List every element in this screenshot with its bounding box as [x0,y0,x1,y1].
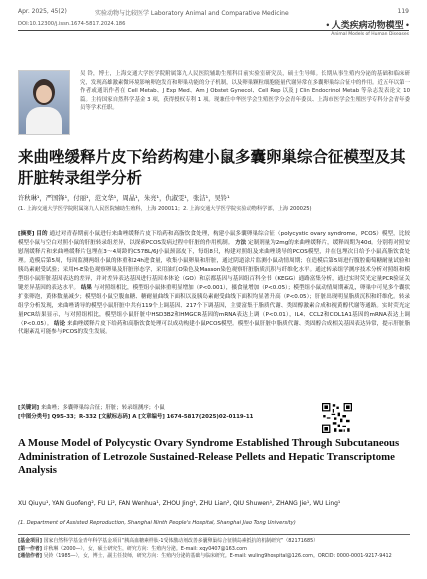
abstract-conclusion-label: 结论 [54,320,66,327]
abstract-label: [摘要] [18,231,35,237]
header-issue: Apr. 2025, 45(2) [18,8,67,15]
abstract-objective: 通过对青春期前小鼠进行来曲唑缓释片皮下给药和高脂饮食处理，构建小鼠多囊卵巢综合征（polycystic ovary syndrome，PCOS）模型，比较模型小鼠与空白对照小鼠的肝脏转录组差异，以探索PCOS发病过程中肝脏的作用机制。 [18,231,410,246]
qr-code[interactable] [322,403,352,433]
affiliation-cn: (1. 上海交通大学医学院附属第九人民医院辅助生殖科，上海 200011；2. 上海交通大学医学院实验动物科学部，上海 200025) [18,206,312,212]
footnote-first-author: [第一作者] 许秋琳（2000—），女，硕士研究生，研究方向：生殖内分泌。E-mail: xqy0407@163.com [18,545,247,552]
footnote-funding: [基金项目] 国家自然科学基金青年科学基金项目“胰高血糖素样肽-1受体激动剂改善多囊卵巢综合征胰岛素抵抗的机制研究”（82171685） [18,538,319,544]
abstract-results: 与对照组相比，模型组小鼠体重明显增加（P<0.001），摄食量增加（P<0.05）；模型组小鼠动情周期紊乱，卵巢中可见多个囊状扩张卵泡，黄体数量减少；模型组小鼠空腹血糖、糖耐量曲线下面积以及胰岛素耐受曲线下面积均显著升高（P<0.05）；肝脏出现明显脂质沉积和纤维化。转录组学分析发现，来曲唑诱导的模型小鼠肝脏中共有119个上调基因、217个下调基因，主要富集于脂质代谢、类固醇激素合成和视黄醇代谢等通路。实时荧光定量PCR结果显示，与对照组相比，模型组小鼠肝脏中HSD3B2和HMGCR基因的mRNA表达上调（P<0.01），IL4、CCL2和COL1A1基因的mRNA表达上调（P<0.05）。 [18,284,411,327]
abstract-results-label: 结果 [80,284,92,291]
article-title-cn: 来曲唑缓释片皮下给药构建小鼠多囊卵巢综合征模型及其肝脏转录组学分析 [18,149,406,187]
footnotes [18,534,410,561]
abstract-methods: 定制剂量为2mg的来曲唑缓释片，缓释周期为40d。分别将对照安慰剂缓释片和来曲唑缓释片包埋在3～4周龄的C57BL/6J小鼠颈部皮下，每组8只，构建对照组及来曲唑诱导的PCOS模型，并在包埋次日给予小鼠高脂饮食处理。造模后第5周，每周监测两组小鼠的体重和24h进食量，收集小鼠卵巢和肝脏，通过阴道涂片监测小鼠动情周期；在造模后第5周进行腹腔葡萄糖耐量试验和胰岛素耐受试验；采用H-E染色观察卵巢及肝脏形态学，采用油红O染色及Masson染色观察肝脏脂质沉积与纤维化水平。通过转录组学测序技术分析对照组和模型组小鼠肝脏基因表达的差异，并对差异表达基因进行基因本体论（GO）和京都基因与基因组百科全书（KEGG）通路富集分析，通过实时荧光定量PCR验证关键差异基因的表达水平。 [18,239,411,291]
keywords-label: [关键词] [18,405,40,411]
author-bio: 吴 铃，博士，上海交通大学医学院附属第九人民医院辅助生殖科目前实验室研究员，硕士生导师。长期从事生殖内分泌的基础和临床研究，发现高雄激素微环境影响卵泡发育和卵巢功能的分子机制，以及卵巢颗粒细胞能量代谢异常在多囊卵巢综合征中的作用。近五年以第一作者或通讯作者在 Cell Metab、J Exp Med、Am J Obstet Gynecol、Cell Rep 以及 J Clin Endocrinol Metab 等杂志发表论文 10 篇。主持国家自然科学基金 3 项，获得授权专利 1 项。现兼任中华医学会生殖医学分会青年委员、上海市医学会生殖医学专科分会青年委员等学术任职。 [80,71,410,112]
classification-info: [中图分类号] Q95-33；R-332 [文献标志码] A [文章编号] 1674-5817(2025)02-0119-11 [18,414,254,420]
abstract-objective-label: 目的 [36,231,48,237]
article-title-en: A Mouse Model of Polycystic Ovary Syndrome Established Through Subcutaneous Administration of Letrozole Sustained-Release Pellets and Hepatic Transcriptome Analysis [18,437,400,477]
abstract-conclusion: 来曲唑缓释片皮下给药和高脂饮食处理可以成功构建小鼠PCOS模型。模型小鼠肝脏中脂质代谢、类固醇合成相关基因表达异常，提示肝脏脂代谢紊乱可能参与PCOS的发生发展。 [18,320,411,336]
section-brand-cn: • 人类疾病动物模型 • [326,20,409,30]
section-brand [326,18,409,37]
keywords-block [18,404,318,422]
abstract-methods-label: 方法 [235,239,247,246]
section-brand-en: Animal Models of Human Diseases [331,32,409,37]
doi[interactable]: DOI:10.12300/j.issn.1674-5817.2024.186 [18,21,126,27]
author-photo [18,70,70,135]
authors-cn: 许秋琳¹，严国锋¹，付丽¹，范文华¹，周晶¹，朱亮¹，仇淑雯¹，张洁¹，吴铃¹ [18,195,230,202]
affiliation-en: (1. Department of Assisted Reproduction, Shanghai Ninth People's Hospital, Shanghai Jiao Tong University) [18,520,296,526]
header-divider [18,30,409,31]
footnote-corresponding-author: [通信作者] 吴铃（1985—），女，博士，副主任技师，研究方向：生殖内分泌的基础与临床研究。E-mail: wuling9hospital@126.com。ORCID: 0000-0001-9217-9412 [18,553,392,560]
abstract-cn [18,230,410,337]
keywords-cn: 来曲唑；多囊卵巢综合征；肝脏；转录组测序；小鼠 [40,405,165,411]
authors-en: XU Qiuyu¹, YAN Guofeng², FU Li², FAN Wenhua¹, ZHOU Jing², ZHU Lian², QIU Shuwen¹, ZHANG Jie¹, WU Ling¹ [18,500,341,507]
header-page-number: 119 [397,8,409,15]
header-journal: 实验动物与比较医学 Laboratory Animal and Comparative Medicine [95,10,289,17]
